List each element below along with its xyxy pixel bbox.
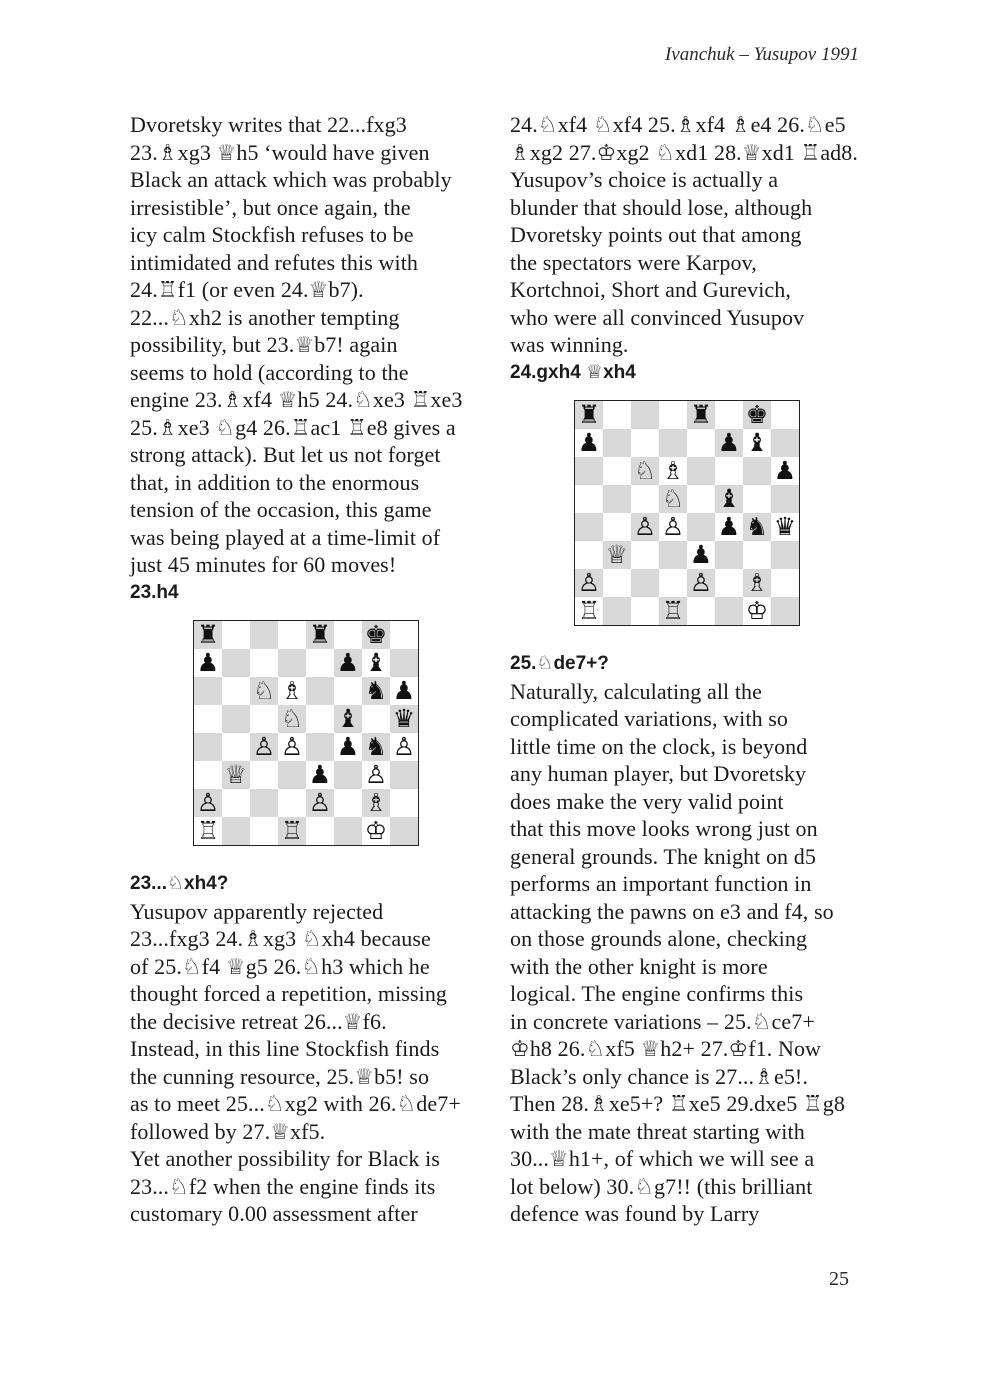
board-square — [631, 597, 659, 626]
board-square — [194, 677, 223, 705]
board-square-piece: ♙ — [575, 569, 604, 597]
board-square — [334, 789, 362, 817]
board-square-piece: ♟ — [306, 761, 334, 789]
board-square — [771, 401, 800, 430]
board-square-piece: ♛ — [771, 513, 800, 541]
board-rank — [575, 597, 800, 626]
board-square-piece: ♗ — [743, 569, 771, 597]
board-square — [306, 677, 334, 705]
board-square — [575, 457, 604, 485]
board-square — [715, 597, 743, 626]
board-rank — [575, 401, 800, 430]
board-square — [194, 705, 223, 733]
board-square-piece: ♟ — [194, 649, 223, 677]
board-square-piece: ♘ — [659, 485, 687, 513]
board-square-piece: ♝ — [334, 705, 362, 733]
board-square-piece: ♜ — [575, 401, 604, 430]
board-rank — [575, 513, 800, 541]
board-square — [362, 705, 390, 733]
board-square — [743, 485, 771, 513]
board-square-piece: ♚ — [743, 401, 771, 430]
running-header: Ivanchuk – Yusupov 1991 — [664, 44, 859, 65]
board-square-piece: ♘ — [278, 705, 306, 733]
board-square — [390, 621, 419, 650]
board-square — [222, 677, 250, 705]
board-square — [222, 733, 250, 761]
board-square — [603, 485, 631, 513]
board-square — [631, 569, 659, 597]
board-square — [306, 733, 334, 761]
board-square-piece: ♙ — [306, 789, 334, 817]
board-rank — [194, 649, 419, 677]
board-square-piece: ♟ — [771, 457, 800, 485]
left-move-heading-2: 23...♘xh4? — [130, 873, 229, 894]
right-move-heading-1: 24.gxh4 ♕xh4 — [510, 361, 636, 383]
left-paragraph-2: Yusupov apparently rejected 23...fxg3 24.♗xg3 ♘xh4 because of 25.♘f4 ♕g5 26.♘h3 which he thought forced a repetition, missing the decisive retreat 26...♕f6. Instead, in this line Stockfish finds the cunning resource, 25.♕b5! so as to meet 25...♘xg2 with 26.♘de7+ followed by 27.♕xf5. Yet another possibility for Black is 23...♘f2 when the engine finds its customary 0.00 assessment after — [130, 898, 461, 1226]
board-square-piece: ♜ — [306, 621, 334, 650]
board-square — [603, 457, 631, 485]
board-rank — [575, 541, 800, 569]
board-square — [631, 429, 659, 457]
left-move-heading-1: 23.h4 — [130, 581, 179, 603]
chess-board — [193, 620, 419, 846]
board-square — [278, 621, 306, 650]
board-square — [250, 761, 278, 789]
board-square-piece: ♘ — [250, 677, 278, 705]
board-rank — [575, 485, 800, 513]
board-square-piece: ♜ — [194, 621, 223, 650]
board-square — [278, 761, 306, 789]
board-square-piece: ♚ — [362, 621, 390, 650]
board-rank — [194, 789, 419, 817]
board-square — [250, 817, 278, 846]
board-square-piece: ♗ — [278, 677, 306, 705]
board-square — [250, 789, 278, 817]
right-paragraph-1: 24.♘xf4 ♘xf4 25.♗xf4 ♗e4 26.♘e5 ♗xg2 27.♔xg2 ♘xd1 28.♕xd1 ♖ad8. Yusupov’s choice is actually a blunder that should lose, although Dvoretsky points out that among the spectators were Karpov, Kortchnoi, Short and Gurevich, who were all convinced Yusupov was winning. — [510, 112, 858, 357]
board-square — [250, 649, 278, 677]
board-square — [390, 817, 419, 846]
board-square — [194, 761, 223, 789]
board-square — [222, 789, 250, 817]
board-square — [743, 541, 771, 569]
board-rank — [194, 733, 419, 761]
board-square — [771, 485, 800, 513]
board-square-piece: ♟ — [334, 733, 362, 761]
board-square — [222, 705, 250, 733]
board-square — [687, 429, 715, 457]
chess-board — [574, 400, 800, 626]
chess-diagram-1 — [193, 620, 490, 846]
board-square — [771, 541, 800, 569]
board-square — [250, 705, 278, 733]
board-square — [771, 597, 800, 626]
board-rank — [194, 621, 419, 650]
board-rank — [194, 677, 419, 705]
board-square — [334, 677, 362, 705]
board-square — [603, 401, 631, 430]
board-square — [715, 569, 743, 597]
board-square — [390, 761, 419, 789]
board-square — [659, 401, 687, 430]
board-square — [278, 649, 306, 677]
board-square — [222, 621, 250, 650]
board-square — [222, 817, 250, 846]
board-square-piece: ♗ — [362, 789, 390, 817]
board-square-piece: ♙ — [631, 513, 659, 541]
board-square — [715, 541, 743, 569]
chess-diagram-2 — [574, 400, 870, 626]
board-square-piece: ♕ — [222, 761, 250, 789]
board-square — [687, 513, 715, 541]
right-paragraph-2: Naturally, calculating all the complicated variations, with so little time on the clock, is beyond any human player, but Dvoretsky does make the very valid point that this move looks wrong just on general grounds. The knight on d5 performs an important function in attacking the pawns on e3 and f4, so on those grounds alone, checking with the other knight is more logical. The engine confirms this in concrete variations – 25.♘ce7+ ♔h8 26.♘xf5 ♕h2+ 27.♔f1. Now Black’s only chance is 27...♗e5!. Then 28.♗xe5+? ♖xe5 29.dxe5 ♖g8 with the mate threat starting with 30...♕h1+, of which we will see a lot below) 30.♘g7!! (this brilliant defence was found by Larry — [510, 678, 845, 1226]
board-square-piece: ♘ — [631, 457, 659, 485]
board-square-piece: ♖ — [659, 597, 687, 626]
board-rank — [194, 817, 419, 846]
board-square — [631, 541, 659, 569]
board-square-piece: ♔ — [743, 597, 771, 626]
board-square — [687, 597, 715, 626]
board-square — [575, 541, 604, 569]
board-rank — [194, 705, 419, 733]
board-square-piece: ♖ — [278, 817, 306, 846]
board-square-piece: ♟ — [715, 513, 743, 541]
left-column — [130, 111, 490, 1228]
page-number: 25 — [829, 1268, 849, 1290]
board-square — [631, 401, 659, 430]
board-square — [771, 429, 800, 457]
board-square-piece: ♞ — [362, 677, 390, 705]
board-square — [687, 485, 715, 513]
board-square — [575, 513, 604, 541]
board-square — [659, 541, 687, 569]
board-rank — [575, 569, 800, 597]
board-square-piece: ♙ — [659, 513, 687, 541]
board-square — [306, 705, 334, 733]
right-column — [510, 111, 870, 1228]
board-square — [390, 649, 419, 677]
board-square-piece: ♙ — [362, 761, 390, 789]
board-square — [715, 401, 743, 430]
board-square — [603, 569, 631, 597]
board-square-piece: ♙ — [390, 733, 419, 761]
left-paragraph-1: Dvoretsky writes that 22...fxg3 23.♗xg3 ♕h5 ‘would have given Black an attack which was probably irresistible’, but once again, the icy calm Stockfish refuses to be intimidated and refutes this with 24.♖f1 (or even 24.♕b7). 22...♘xh2 is another tempting possibility, but 23.♕b7! again seems to hold (according to the engine 23.♗xf4 ♕h5 24.♘xe3 ♖xe3 25.♗xe3 ♘g4 26.♖ac1 ♖e8 gives a strong attack). But let us not forget that, in addition to the enormous tension of the occasion, this game was being played at a time-limit of just 45 minutes for 60 moves! — [130, 112, 463, 577]
board-square-piece: ♗ — [659, 457, 687, 485]
board-square — [334, 761, 362, 789]
board-square-piece: ♞ — [362, 733, 390, 761]
board-square — [306, 817, 334, 846]
board-square — [194, 733, 223, 761]
board-square-piece: ♔ — [362, 817, 390, 846]
board-square — [631, 485, 659, 513]
board-rank — [575, 457, 800, 485]
board-square — [278, 789, 306, 817]
board-square-piece: ♟ — [687, 541, 715, 569]
board-square-piece: ♕ — [603, 541, 631, 569]
right-move-heading-2: 25.♘de7+? — [510, 653, 609, 674]
board-square-piece: ♙ — [278, 733, 306, 761]
board-square-piece: ♛ — [390, 705, 419, 733]
board-square — [334, 817, 362, 846]
board-square — [603, 513, 631, 541]
board-square-piece: ♖ — [575, 597, 604, 626]
board-square-piece: ♟ — [715, 429, 743, 457]
board-square-piece: ♜ — [687, 401, 715, 430]
board-square — [390, 789, 419, 817]
board-square — [687, 457, 715, 485]
board-square — [250, 621, 278, 650]
board-square — [659, 569, 687, 597]
board-square-piece: ♟ — [575, 429, 604, 457]
board-square-piece: ♞ — [743, 513, 771, 541]
board-square — [743, 457, 771, 485]
board-square-piece: ♟ — [334, 649, 362, 677]
board-square-piece: ♙ — [687, 569, 715, 597]
board-square-piece: ♟ — [390, 677, 419, 705]
board-rank — [194, 761, 419, 789]
board-square — [306, 649, 334, 677]
board-square-piece: ♝ — [362, 649, 390, 677]
board-square — [222, 649, 250, 677]
board-square — [715, 457, 743, 485]
board-square — [603, 597, 631, 626]
board-square — [603, 429, 631, 457]
board-square — [575, 485, 604, 513]
board-square-piece: ♙ — [250, 733, 278, 761]
board-rank — [575, 429, 800, 457]
board-square-piece: ♝ — [743, 429, 771, 457]
board-square — [334, 621, 362, 650]
board-square-piece: ♖ — [194, 817, 223, 846]
board-square — [659, 429, 687, 457]
board-square-piece: ♙ — [194, 789, 223, 817]
board-square — [771, 569, 800, 597]
board-square-piece: ♝ — [715, 485, 743, 513]
